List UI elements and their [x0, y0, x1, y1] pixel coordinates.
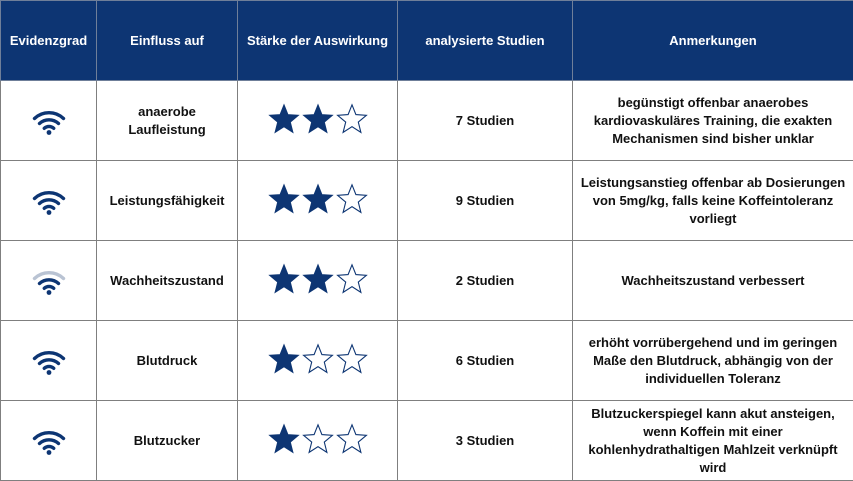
- star-filled-icon: [268, 183, 300, 214]
- star-filled-icon: [302, 103, 334, 134]
- note-text: erhöht vorrübergehend und im geringen Maße den Blutdruck, abhängig von der individuellen Toleranz: [589, 335, 837, 386]
- studies-count: 6 Studien: [456, 353, 515, 368]
- star-outline-icon: [302, 423, 334, 454]
- studies-count: 3 Studien: [456, 433, 515, 448]
- header-influence: Einfluss auf: [97, 1, 238, 81]
- table-row: [1, 241, 853, 321]
- influence-label: Blutdruck: [137, 353, 198, 368]
- note-text: Leistungsanstieg offenbar ab Dosierungen von 5mg/kg, falls keine Koffeintoleranz vorliegt: [581, 175, 845, 226]
- influence-cell: [97, 401, 238, 481]
- table-row: [1, 401, 853, 481]
- star-outline-icon: [336, 343, 368, 374]
- rating-cell: [238, 81, 398, 161]
- studies-count: 7 Studien: [456, 113, 515, 128]
- table-row: [1, 81, 853, 161]
- star-rating: [268, 343, 368, 374]
- influence-label: Blutzucker: [134, 433, 200, 448]
- influence-cell: [97, 321, 238, 401]
- star-outline-icon: [336, 263, 368, 294]
- influence-label: anaerobe Laufleistung: [128, 104, 205, 137]
- evidence-cell: [1, 321, 97, 401]
- influence-cell: [97, 81, 238, 161]
- star-rating: [268, 183, 368, 214]
- studies-count: 9 Studien: [456, 193, 515, 208]
- rating-cell: [238, 401, 398, 481]
- notes-cell: [573, 81, 853, 161]
- evidence-cell: [1, 241, 97, 321]
- table-row: [1, 321, 853, 401]
- rating-cell: [238, 321, 398, 401]
- evidence-cell: [1, 81, 97, 161]
- header-effect-strength: Stärke der Auswirkung: [238, 1, 398, 81]
- star-outline-icon: [302, 343, 334, 374]
- header-studies: analysierte Studien: [398, 1, 573, 81]
- studies-count: 2 Studien: [456, 273, 515, 288]
- studies-cell: [398, 161, 573, 241]
- influence-label: Leistungsfähigkeit: [110, 193, 225, 208]
- evidence-cell: [1, 401, 97, 481]
- star-filled-icon: [268, 423, 300, 454]
- header-row: [1, 1, 853, 81]
- star-filled-icon: [268, 103, 300, 134]
- influence-cell: [97, 241, 238, 321]
- influence-cell: [97, 161, 238, 241]
- note-text: Blutzuckerspiegel kann akut ansteigen, wenn Koffein mit einer kohlenhydrathaltigen Mahlzeit verknüpft wird: [588, 406, 837, 475]
- notes-cell: [573, 321, 853, 401]
- star-filled-icon: [268, 263, 300, 294]
- star-outline-icon: [336, 103, 368, 134]
- studies-cell: [398, 81, 573, 161]
- star-filled-icon: [302, 263, 334, 294]
- note-text: begünstigt offenbar anaerobes kardiovaskuläres Training, die exakten Mechanismen sind bisher unklar: [594, 95, 832, 146]
- note-text: Wachheitszustand verbessert: [621, 273, 804, 288]
- star-outline-icon: [336, 423, 368, 454]
- star-rating: [268, 103, 368, 134]
- signal-strength-icon: [32, 186, 66, 216]
- rating-cell: [238, 241, 398, 321]
- star-rating: [268, 423, 368, 454]
- star-filled-icon: [268, 343, 300, 374]
- header-evidence-level: Evidenzgrad: [1, 1, 97, 81]
- star-filled-icon: [302, 183, 334, 214]
- rating-cell: [238, 161, 398, 241]
- notes-cell: [573, 241, 853, 321]
- signal-strength-icon: [32, 106, 66, 136]
- star-outline-icon: [336, 183, 368, 214]
- studies-cell: [398, 401, 573, 481]
- signal-strength-icon: [32, 426, 66, 456]
- signal-strength-icon: [32, 266, 66, 296]
- influence-label: Wachheitszustand: [110, 273, 224, 288]
- notes-cell: [573, 161, 853, 241]
- table-row: [1, 161, 853, 241]
- notes-cell: [573, 401, 853, 481]
- studies-cell: [398, 321, 573, 401]
- header-notes: Anmerkungen: [573, 1, 853, 81]
- star-rating: [268, 263, 368, 294]
- studies-cell: [398, 241, 573, 321]
- evidence-cell: [1, 161, 97, 241]
- signal-strength-icon: [32, 346, 66, 376]
